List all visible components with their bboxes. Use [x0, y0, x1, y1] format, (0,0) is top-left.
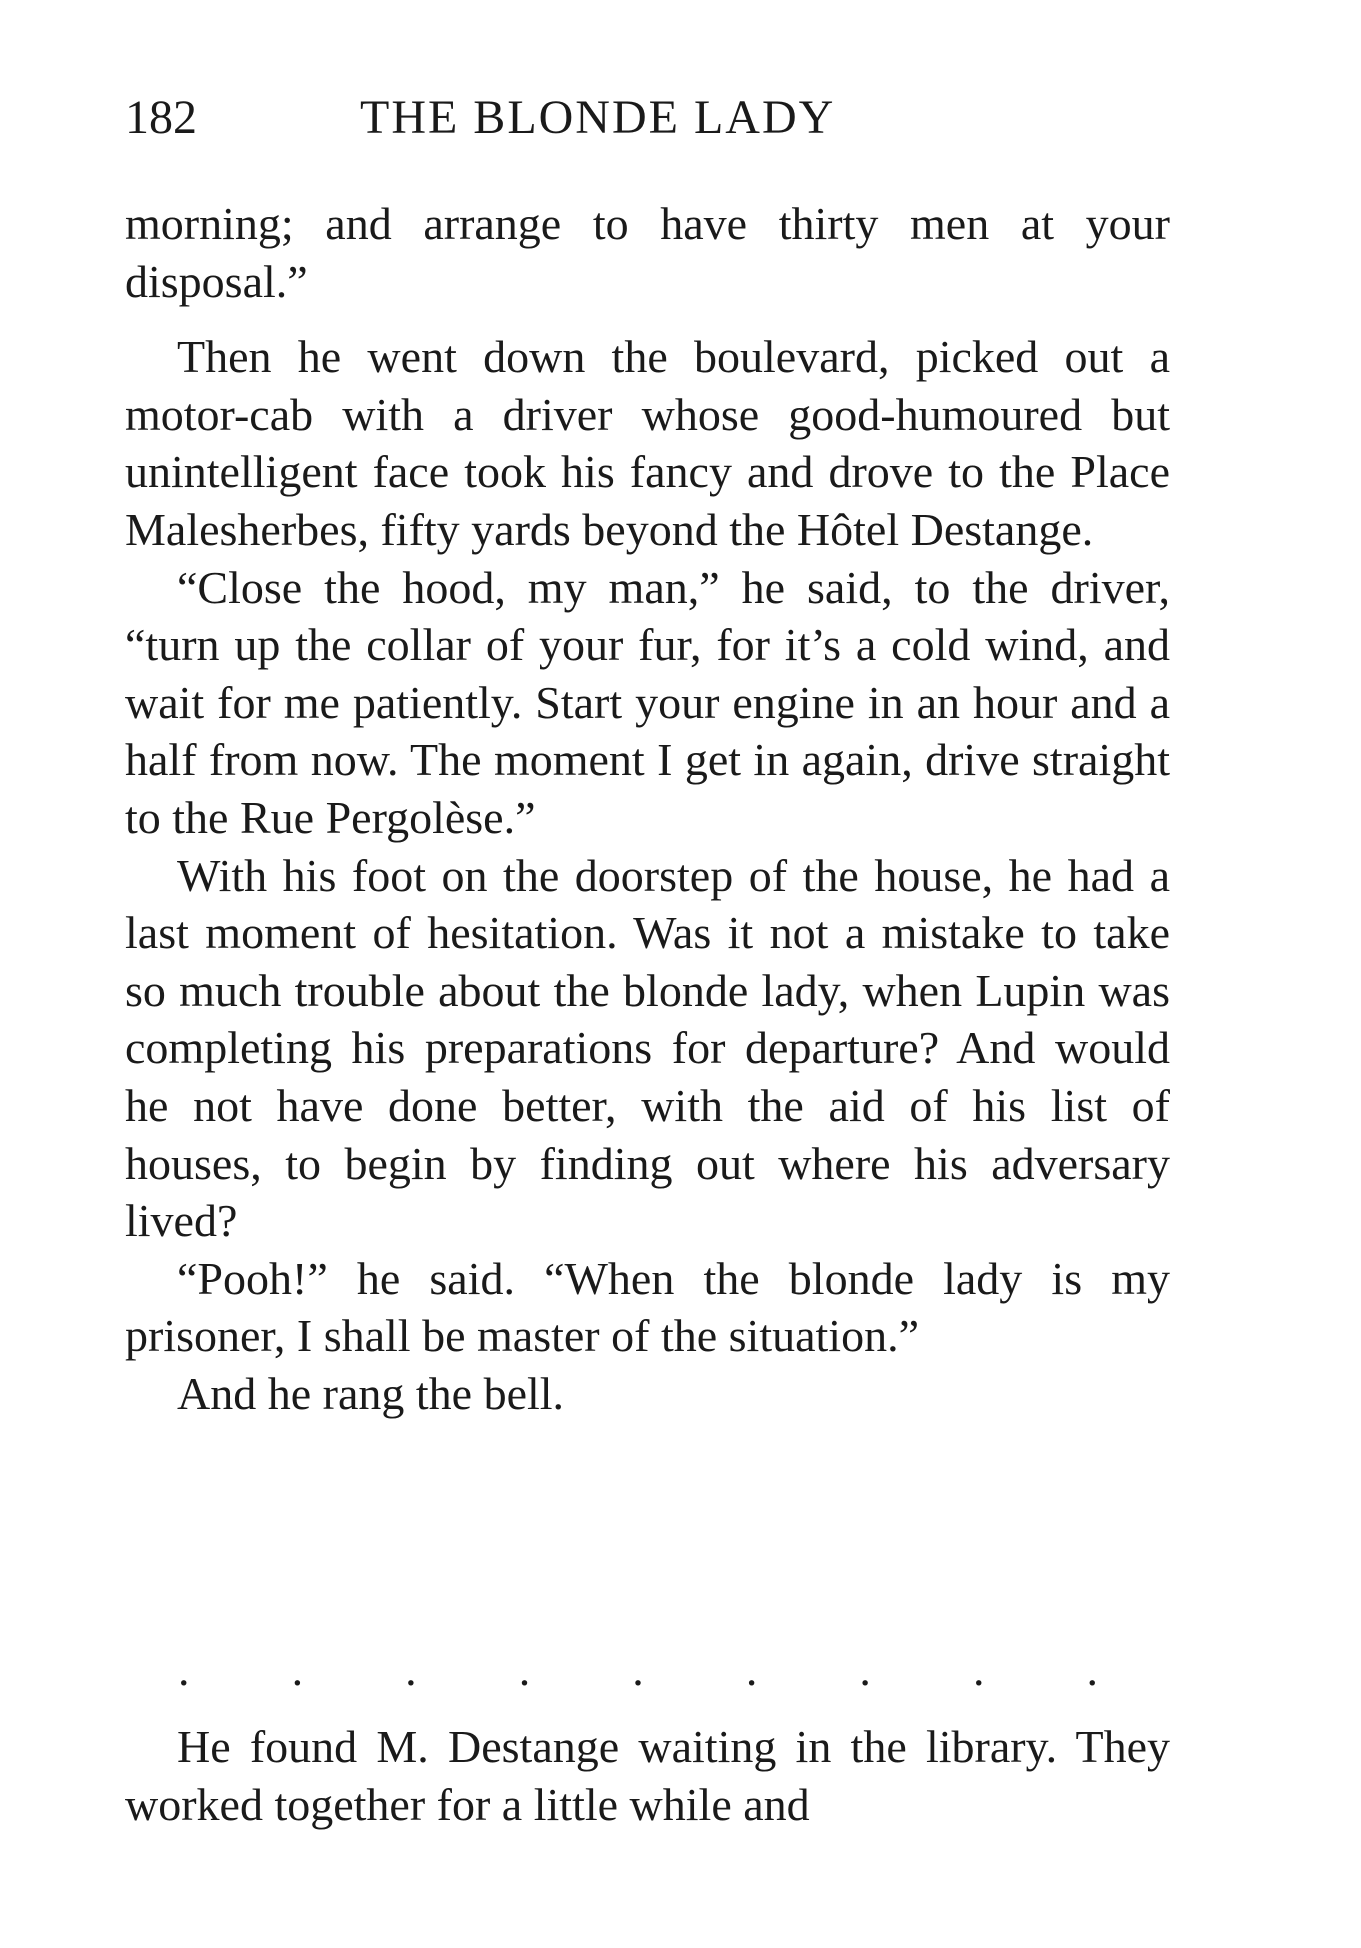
section-break-dot: .: [518, 1644, 531, 1695]
section-break-dots: [178, 1644, 1098, 1695]
section-break-dot: .: [745, 1644, 758, 1695]
body-text: [125, 195, 1170, 1422]
paragraph: And he rang the bell.: [177, 1367, 565, 1419]
paragraph: With his foot on the doorstep of the house, he had a last moment of hesitation. Was it not a mistake to take so much trouble about the blonde lady, when Lupin was completing his preparations for departure? And would he not have done better, with the aid of his list of houses, to begin by finding out where his adversary lived?: [125, 849, 1170, 1247]
running-head: [125, 88, 1170, 148]
paragraph: “Pooh!” he said. “When the blonde lady is my prisoner, I shall be master of the situation.”: [125, 1252, 1170, 1362]
running-title: THE BLONDE LADY: [360, 91, 836, 144]
section-break-dot: .: [178, 1644, 190, 1695]
section-break-dot: .: [859, 1644, 871, 1695]
section-break-dot: .: [291, 1644, 304, 1695]
section-break-dot: .: [405, 1644, 417, 1695]
section-break-dot: .: [1086, 1644, 1098, 1695]
section-break-dot: .: [972, 1644, 985, 1695]
page-number: 182: [125, 91, 197, 144]
paragraph: He found M. Destange waiting in the library. They worked together for a little while and: [125, 1721, 1170, 1830]
section-break-dot: .: [632, 1644, 644, 1695]
body-text-after-break: [125, 1718, 1170, 1833]
paragraph-continuation: morning; and arrange to have thirty men at your disposal.”: [125, 198, 1170, 307]
paragraph: Then he went down the boulevard, picked out a motor-cab with a driver whose good-humoured but unintelligent face took his fancy and drove to the Place Malesherbes, fifty yards beyond the Hôtel Destange.: [125, 331, 1170, 555]
paragraph: “Close the hood, my man,” he said, to the driver, “turn up the collar of your fur, for it’s a cold wind, and wait for me patiently. Start your engine in an hour and a half from now. The moment I get in again, drive straight to the Rue Pergolèse.”: [125, 561, 1170, 843]
